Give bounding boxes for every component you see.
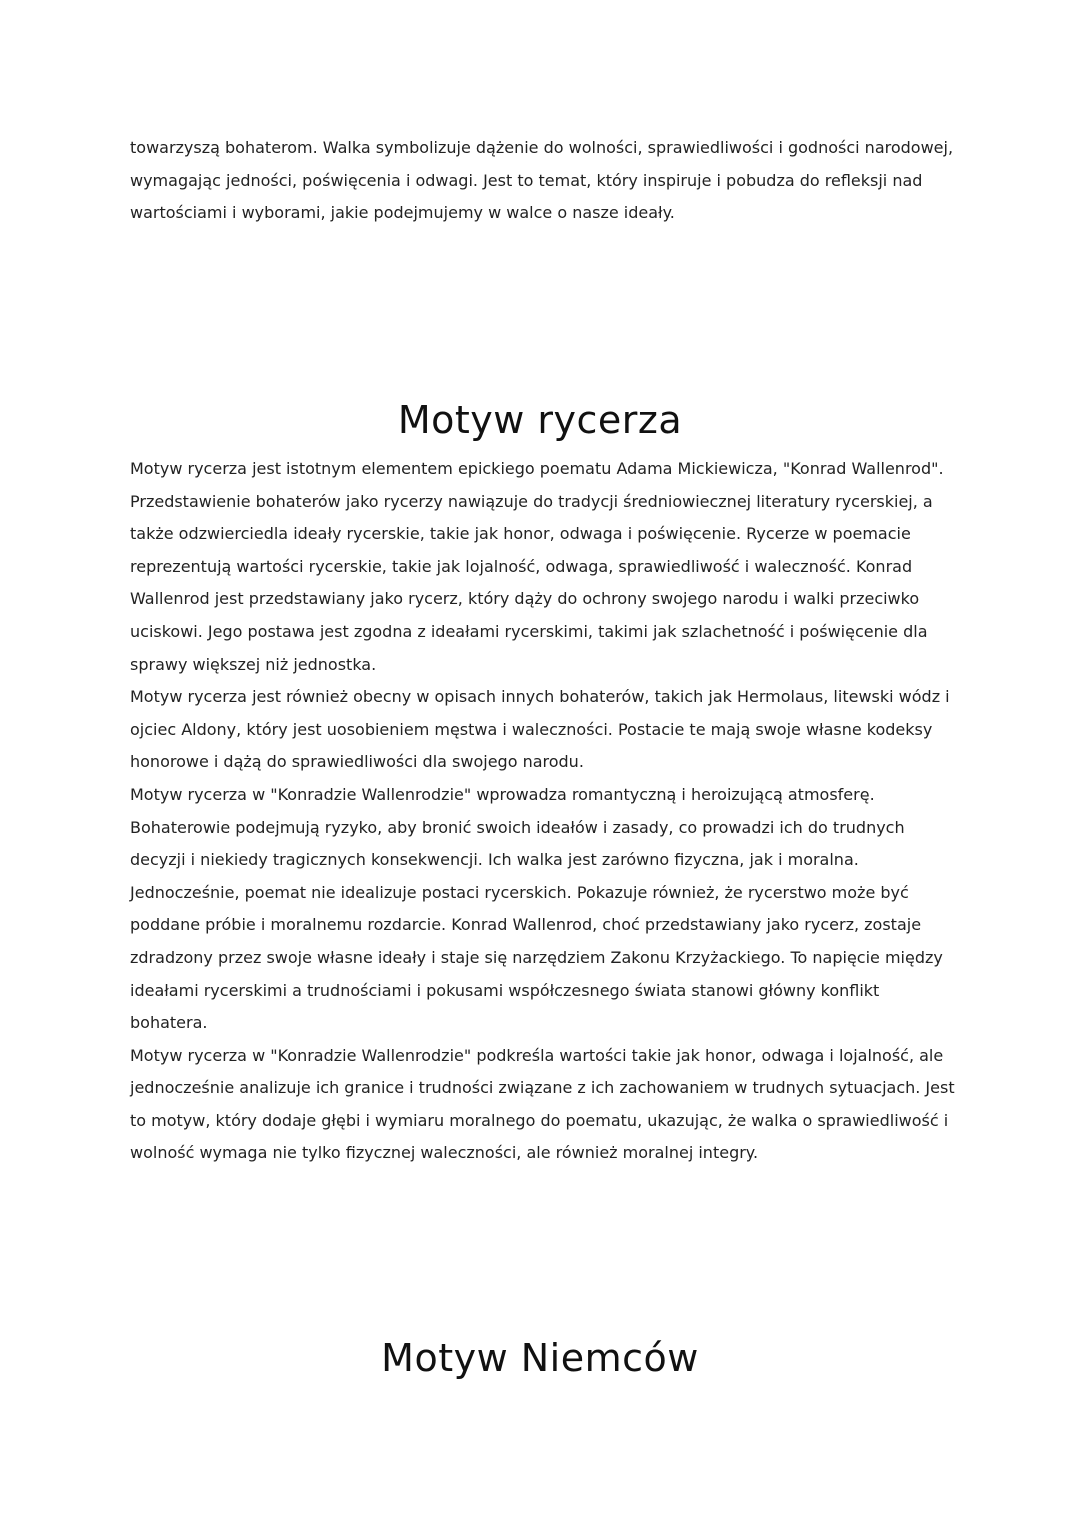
paragraph: Motyw rycerza w "Konradzie Wallenrodzie" podkreśla wartości takie jak honor, odwaga i lojalność, ale jednocześnie analizuje ich granice i trudności związane z ich zachowaniem w trudnych sytuacjach. Jest to motyw, który dodaje głębi i wymiaru moralnego do poematu, ukazując, że walka o sprawiedliwość i wolność wymaga nie tylko fizycznej waleczności, ale również moralnej integry. xyxy=(130,1045,955,1163)
intro-paragraph: towarzyszą bohaterom. Walka symbolizuje dążenie do wolności, sprawiedliwości i godności narodowej, wymagając jedności, poświęcenia i odwagi. Jest to temat, który inspiruje i pobudza do refleksji nad wartościami i wyborami, jakie podejmujemy w walce o nasze ideały. xyxy=(130,138,954,223)
paragraph: Motyw rycerza w "Konradzie Wallenrodzie" wprowadza romantyczną i heroizującą atmosferę. Bohaterowie podejmują ryzyko, aby bronić swoich ideałów i zasady, co prowadzi ich do trudnych decyzji i niekiedy tragicznych konsekwencji. Ich walka jest zarówno fizyczna, jak i moralna. Jednocześnie, poemat nie idealizuje postaci rycerskich. Pokazuje również, że rycerstwo może być poddane próbie i moralnemu rozdarcie. Konrad Wallenrod, choć przedstawiany jako rycerz, zostaje zdradzony przez swoje własne ideały i staje się narzędziem Zakonu Krzyżackiego. To napięcie między ideałami rycerskimi a trudnościami i pokusami współczesnego świata stanowi główny konflikt bohatera. xyxy=(130,784,943,1033)
paragraph: Motyw rycerza jest istotnym elementem epickiego poematu Adama Mickiewicza, "Konrad Wallenrod". Przedstawienie bohaterów jako rycerzy nawiązuje do tradycji średniowiecznej literatury rycerskiej, a także odzwierciedla ideały rycerskie, takie jak honor, odwaga i poświęcenie. Rycerze w poemacie reprezentują wartości rycerskie, takie jak lojalność, odwaga, sprawiedliwość i waleczność. Konrad Wallenrod jest przedstawiany jako rycerz, który dąży do ochrony swojego narodu i walki przeciwko uciskowi. Jego postawa jest zgodna z ideałami rycerskimi, takimi jak szlachetność i poświęcenie dla sprawy większej niż jednostka. xyxy=(130,459,944,674)
section-title-motyw-niemcow: Motyw Niemców xyxy=(381,1336,699,1380)
intro-text xyxy=(130,132,960,230)
section-title-motyw-rycerza: Motyw rycerza xyxy=(397,398,683,442)
section-body-motyw-rycerza xyxy=(130,453,960,1170)
paragraph: Motyw rycerza jest również obecny w opisach innych bohaterów, takich jak Hermolaus, litewski wódz i ojciec Aldony, który jest uosobieniem męstwa i waleczności. Postacie te mają swoje własne kodeksy honorowe i dążą do sprawiedliwości dla swojego narodu. xyxy=(130,687,950,772)
